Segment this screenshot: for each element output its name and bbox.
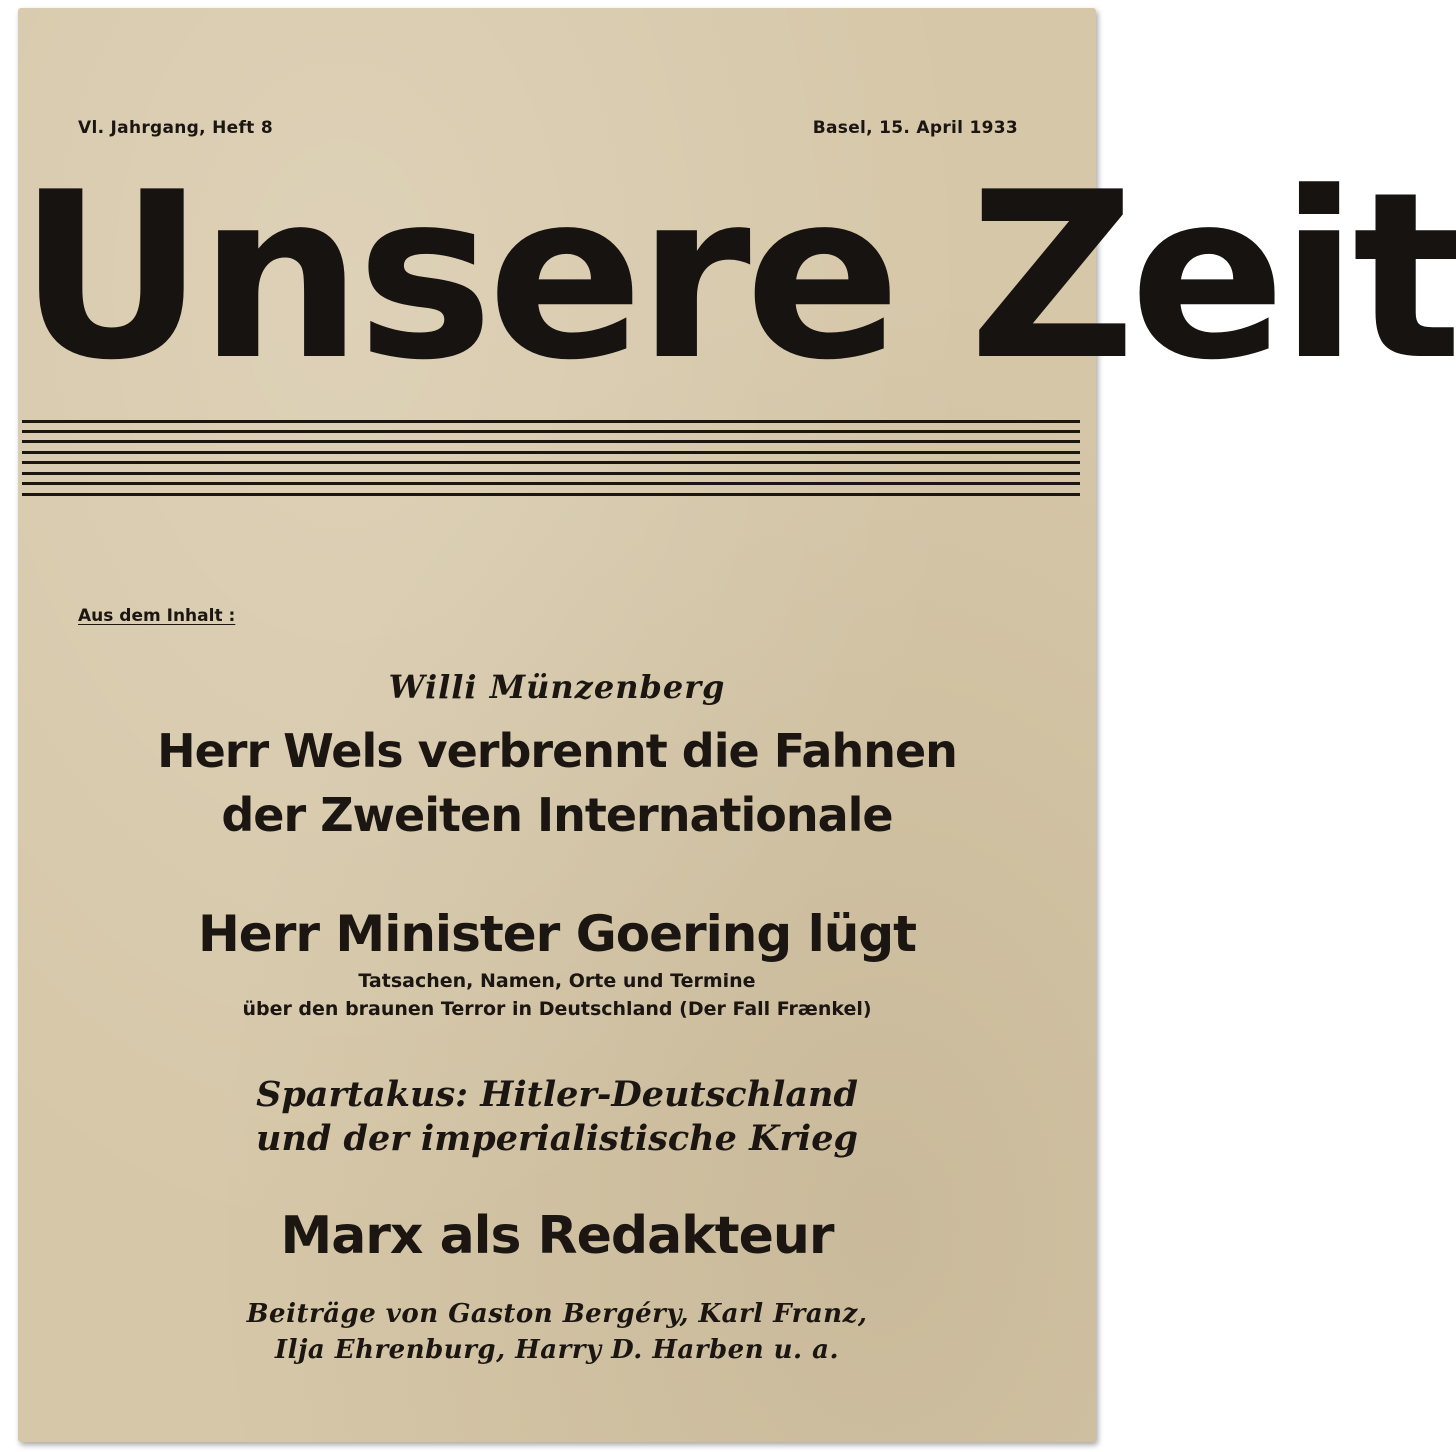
rule-line bbox=[22, 430, 1080, 433]
rule-line bbox=[22, 461, 1080, 464]
dateline: Basel, 15. April 1933 bbox=[812, 118, 1018, 138]
headline-goering: Herr Minister Goering lügt bbox=[197, 905, 917, 963]
subheadline-goering-1: Tatsachen, Namen, Orte und Termine bbox=[358, 970, 756, 992]
rule-line bbox=[22, 493, 1080, 496]
rule-line bbox=[22, 440, 1080, 443]
masthead-title: Unsere Zeit bbox=[18, 144, 1456, 411]
subheadline-goering-2: über den braunen Terror in Deutschland (Der Fall Frænkel) bbox=[242, 998, 872, 1020]
rule-line bbox=[22, 482, 1080, 485]
rule-line bbox=[22, 451, 1080, 454]
author-name: Willi Münzenberg bbox=[388, 668, 726, 706]
headline-spartakus-2: und der imperialistische Krieg bbox=[256, 1118, 858, 1159]
headline-wels-1: Herr Wels verbrennt die Fahnen bbox=[157, 724, 957, 778]
issue-info: Vl. Jahrgang, Heft 8 bbox=[78, 118, 273, 138]
headline-marx: Marx als Redakteur bbox=[280, 1206, 834, 1266]
contributors-line-1: Beiträge von Gaston Bergéry, Karl Franz, bbox=[246, 1299, 868, 1329]
headline-spartakus-1: Spartakus: Hitler-Deutschland bbox=[256, 1074, 858, 1115]
headline-wels-2: der Zweiten Internationale bbox=[221, 788, 893, 842]
rule-line bbox=[22, 420, 1080, 423]
magazine-cover bbox=[18, 8, 1456, 1442]
contributors-line-2: Ilja Ehrenburg, Harry D. Harben u. a. bbox=[274, 1335, 840, 1365]
rule-line bbox=[22, 472, 1080, 475]
contents-label: Aus dem Inhalt : bbox=[78, 606, 236, 626]
